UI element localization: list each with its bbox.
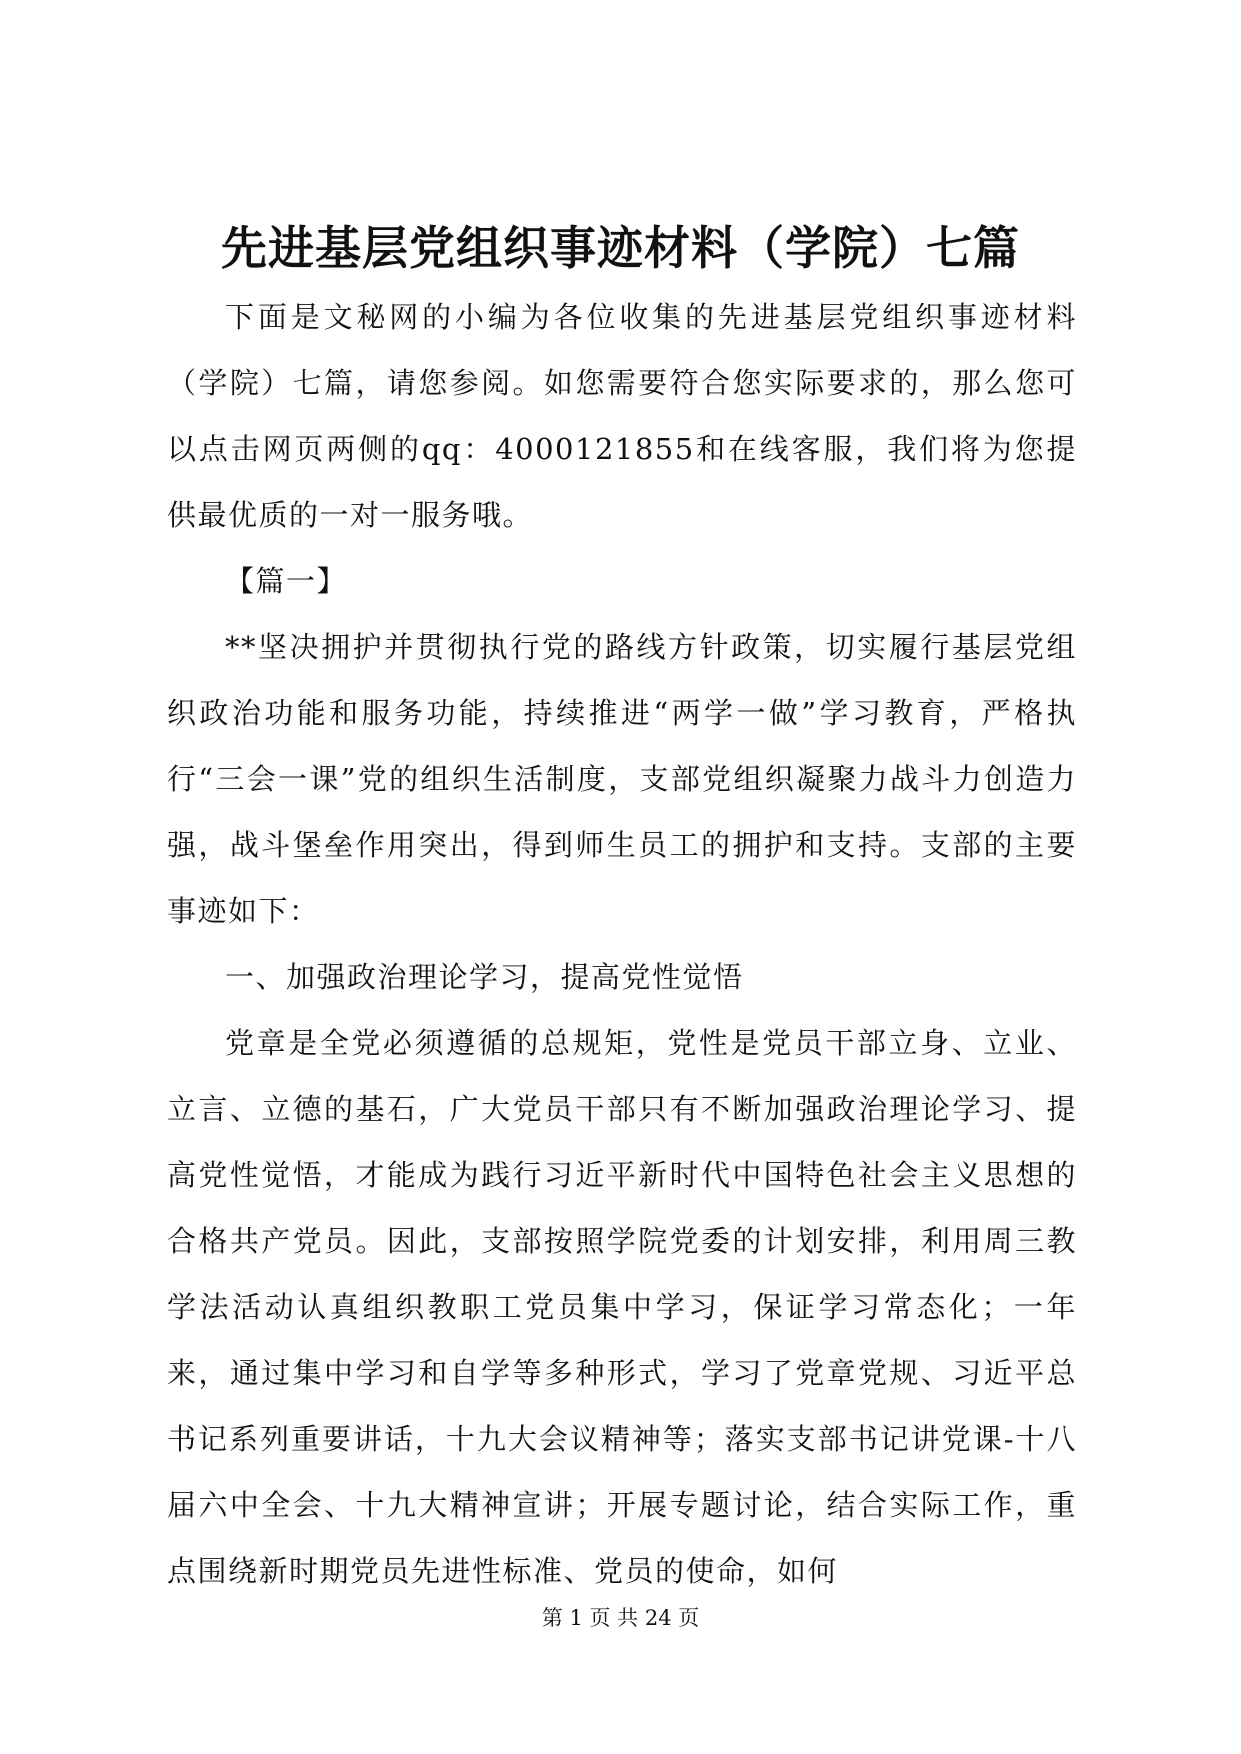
section-heading-part-one: 【篇一】 <box>225 564 348 598</box>
subsection-heading-political-study: 一、加强政治理论学习，提高党性觉悟 <box>225 960 744 994</box>
page-number: 第 1 页 共 24 页 <box>541 1606 700 1630</box>
summary-paragraph: **坚决拥护并贯彻执行党的路线方针政策，切实履行基层党组织政治功能和服务功能，持续推进“两学一做”学习教育，严格执行“三会一课”党的组织生活制度，支部党组织凝聚力战斗力创造力强，战斗堡垒作用突出，得到师生员工的拥护和支持。支部的主要事迹如下： <box>167 630 1077 928</box>
document-title: 先进基层党组织事迹材料（学院）七篇 <box>221 221 1020 275</box>
document-body <box>167 284 1077 1604</box>
intro-paragraph: 下面是文秘网的小编为各位收集的先进基层党组织事迹材料（学院）七篇，请您参阅。如您需要符合您实际要求的，那么您可以点击网页两侧的qq：4000121855和在线客服，我们将为您提供最优质的一对一服务哦。 <box>167 300 1077 532</box>
political-study-paragraph: 党章是全党必须遵循的总规矩，党性是党员干部立身、立业、立言、立德的基石，广大党员干部只有不断加强政治理论学习、提高党性觉悟，才能成为践行习近平新时代中国特色社会主义思想的合格共产党员。因此，支部按照学院党委的计划安排，利用周三教学法活动认真组织教职工党员集中学习，保证学习常态化；一年来，通过集中学习和自学等多种形式，学习了党章党规、习近平总书记系列重要讲话，十九大会议精神等；落实支部书记讲党课-十八届六中全会、十九大精神宣讲；开展专题讨论，结合实际工作，重点围绕新时期党员先进性标准、党员的使命，如何 <box>167 1026 1077 1588</box>
